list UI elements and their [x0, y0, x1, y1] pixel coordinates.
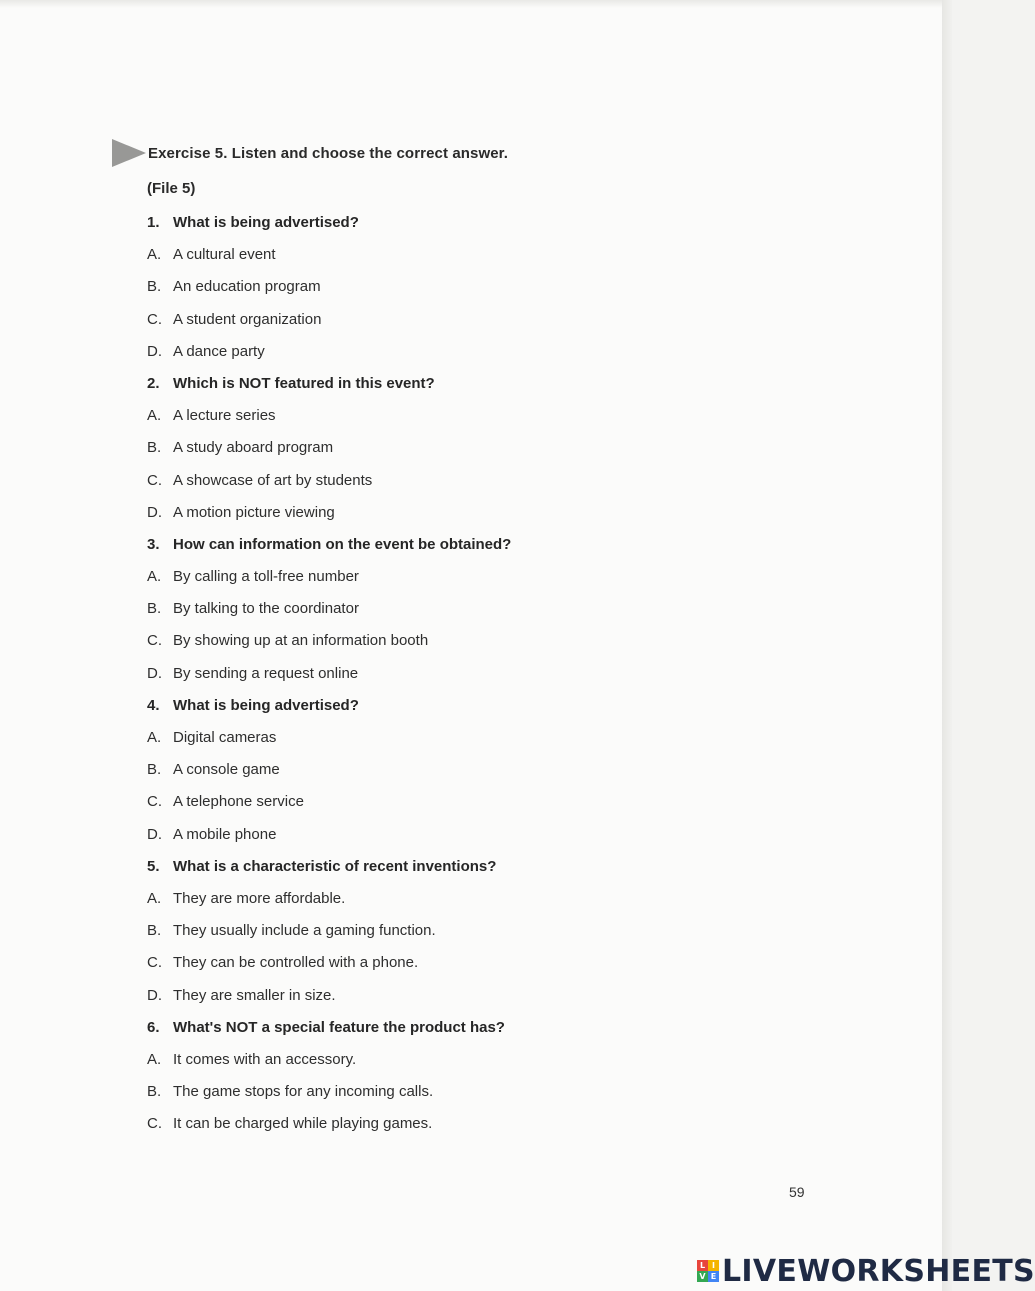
answer-option[interactable] [147, 342, 847, 374]
question-number: 6. [147, 1018, 160, 1036]
option-text: A mobile phone [173, 825, 277, 843]
option-letter: A. [147, 889, 162, 907]
answer-option[interactable] [147, 792, 847, 824]
option-letter: D. [147, 342, 162, 360]
answer-option[interactable] [147, 245, 847, 277]
option-letter: C. [147, 793, 162, 811]
answer-option[interactable] [147, 728, 847, 760]
liveworksheets-brand[interactable] [697, 1254, 1035, 1288]
option-text: A console game [173, 761, 280, 779]
file-label: (File 5) [147, 180, 196, 197]
question-line [147, 696, 847, 728]
option-letter: B. [147, 600, 162, 618]
option-letter: C. [147, 310, 162, 328]
answer-option[interactable] [147, 986, 847, 1018]
option-letter: D. [147, 503, 162, 521]
exercise-header [112, 138, 508, 168]
option-text: It can be charged while playing games. [173, 1115, 433, 1133]
option-letter: D. [147, 825, 162, 843]
option-letter: B. [147, 1083, 162, 1101]
answer-option[interactable] [147, 406, 847, 438]
option-letter: B. [147, 761, 162, 779]
option-letter: C. [147, 954, 162, 972]
question-text: What is being advertised? [173, 696, 359, 714]
option-text: A study aboard program [173, 439, 334, 457]
answer-option[interactable] [147, 1114, 847, 1146]
option-text: They usually include a gaming function. [173, 922, 436, 940]
option-letter: A. [147, 729, 162, 746]
question-text: What's NOT a special feature the product has? [173, 1018, 505, 1036]
option-text: They are more affordable. [173, 889, 346, 907]
brand-name: LIVEWORKSHEETS [722, 1253, 1035, 1289]
answer-option[interactable] [147, 567, 847, 599]
question-line [147, 213, 847, 245]
question-text: How can information on the event be obtained? [173, 535, 512, 553]
answer-option[interactable] [147, 438, 847, 470]
option-text: It comes with an accessory. [173, 1050, 357, 1068]
answer-option[interactable] [147, 471, 847, 503]
option-text: A motion picture viewing [173, 503, 335, 521]
liveworksheets-logo-icon [697, 1260, 719, 1282]
option-letter: A. [147, 568, 162, 586]
question-line [147, 374, 847, 406]
exercise-title: Exercise 5. Listen and choose the correct answer. [148, 144, 509, 162]
option-letter: D. [147, 664, 162, 682]
question-number: 3. [147, 535, 160, 553]
question-text: Which is NOT featured in this event? [173, 374, 435, 392]
page-number: 59 [789, 1184, 805, 1200]
answer-option[interactable] [147, 310, 847, 342]
scan-top-edge [0, 0, 942, 8]
answer-option[interactable] [147, 825, 847, 857]
option-text: A cultural event [173, 246, 276, 264]
option-letter: C. [147, 471, 162, 489]
option-text: By calling a toll-free number [173, 568, 359, 586]
option-text: A telephone service [173, 793, 304, 811]
question-number: 5. [147, 857, 160, 875]
page-edge-shadow [942, 0, 952, 1291]
option-letter: A. [147, 246, 162, 264]
option-text: A dance party [173, 342, 265, 360]
logo-tile: E [708, 1271, 719, 1282]
answer-option[interactable] [147, 1082, 847, 1114]
option-text: A showcase of art by students [173, 471, 373, 489]
answer-option[interactable] [147, 1050, 847, 1082]
option-text: By talking to the coordinator [173, 600, 359, 618]
question-text: What is being advertised? [173, 214, 359, 231]
question-number: 2. [147, 374, 160, 392]
triangle-arrow-icon [112, 139, 146, 167]
option-letter: A. [147, 1050, 162, 1068]
answer-option[interactable] [147, 760, 847, 792]
answer-option[interactable] [147, 664, 847, 696]
answer-option[interactable] [147, 277, 847, 309]
answer-option[interactable] [147, 921, 847, 953]
answer-option[interactable] [147, 599, 847, 631]
option-text: The game stops for any incoming calls. [173, 1083, 434, 1101]
question-number: 1. [147, 214, 160, 231]
option-text: A lecture series [173, 407, 276, 425]
option-text: Digital cameras [173, 729, 277, 746]
option-letter: C. [147, 1115, 162, 1133]
question-list [147, 213, 847, 1146]
question-line [147, 857, 847, 889]
option-letter: D. [147, 986, 162, 1004]
option-letter: A. [147, 407, 162, 425]
option-text: A student organization [173, 310, 322, 328]
logo-tile: I [708, 1260, 719, 1271]
answer-option[interactable] [147, 631, 847, 663]
option-letter: B. [147, 439, 162, 457]
answer-option[interactable] [147, 889, 847, 921]
option-text: An education program [173, 278, 321, 296]
answer-option[interactable] [147, 953, 847, 985]
answer-option[interactable] [147, 503, 847, 535]
option-text: They can be controlled with a phone. [173, 954, 419, 972]
option-text: They are smaller in size. [173, 986, 336, 1004]
question-number: 4. [147, 696, 160, 714]
option-text: By showing up at an information booth [173, 632, 429, 650]
option-letter: C. [147, 632, 162, 650]
question-line [147, 535, 847, 567]
logo-tile: V [697, 1271, 708, 1282]
option-letter: B. [147, 278, 162, 296]
question-text: What is a characteristic of recent inventions? [173, 857, 497, 875]
option-text: By sending a request online [173, 664, 359, 682]
option-letter: B. [147, 922, 162, 940]
question-line [147, 1018, 847, 1050]
logo-tile: L [697, 1260, 708, 1271]
